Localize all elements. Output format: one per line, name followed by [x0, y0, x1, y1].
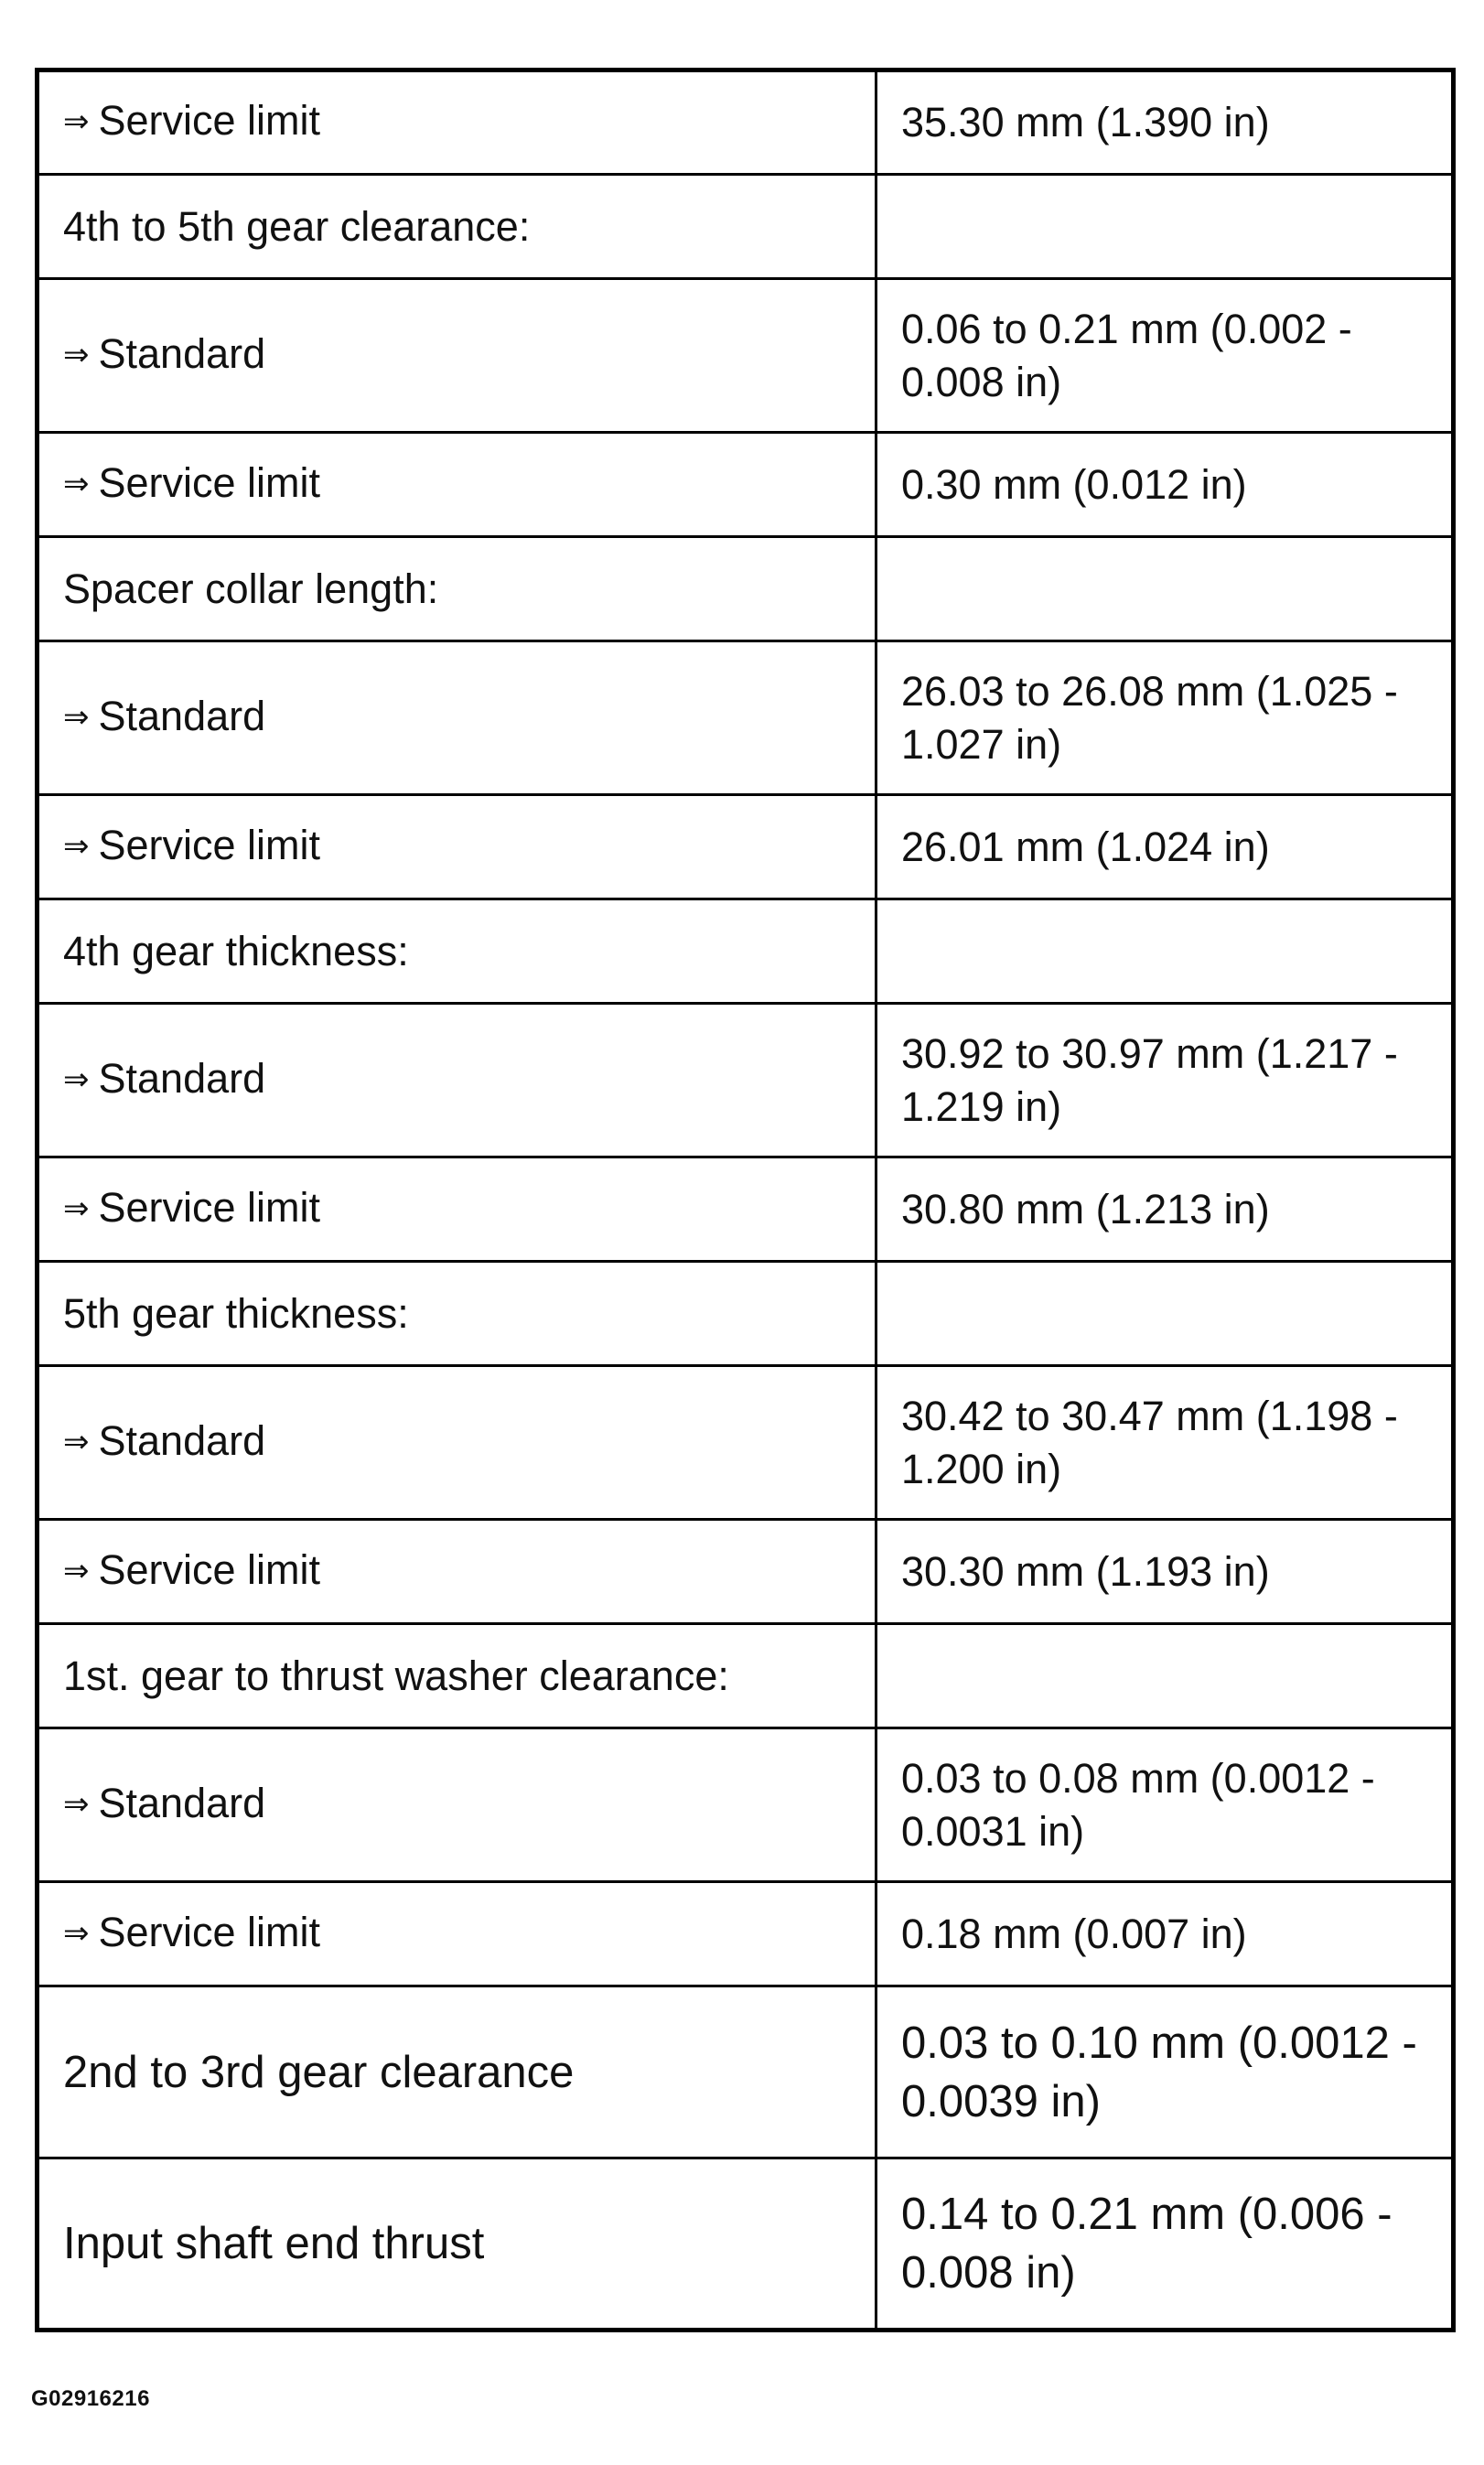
spec-value: 0.18 mm (0.007 in) [901, 1910, 1247, 1957]
table-row [38, 1004, 1454, 1157]
spec-label-cell [38, 279, 876, 433]
spec-label-cell [38, 1624, 876, 1728]
spec-label-cell [38, 537, 876, 641]
table-row [38, 1157, 1454, 1262]
arrow-right-icon: ⇒ [63, 1786, 90, 1822]
spec-label: Input shaft end thrust [63, 2219, 485, 2268]
arrow-right-icon: ⇒ [63, 466, 90, 501]
table-row [38, 1366, 1454, 1520]
spec-label-cell [38, 2158, 876, 2330]
table-row [38, 641, 1454, 795]
table-row [38, 1624, 1454, 1728]
spec-label-cell [38, 1520, 876, 1624]
spec-label-cell [38, 1986, 876, 2158]
table-row [38, 1728, 1454, 1882]
spec-table-body [38, 70, 1454, 2330]
spec-value: 0.06 to 0.21 mm (0.002 - 0.008 in) [901, 305, 1352, 405]
spec-value: 26.03 to 26.08 mm (1.025 - 1.027 in) [901, 667, 1398, 768]
spec-label-cell [38, 641, 876, 795]
spec-label: 4th gear thickness: [63, 927, 409, 974]
spec-value: 35.30 mm (1.390 in) [901, 99, 1270, 145]
arrow-right-icon: ⇒ [63, 1915, 90, 1951]
spec-label: 1st. gear to thrust washer clearance: [63, 1652, 729, 1699]
table-row [38, 1882, 1454, 1986]
table-row [38, 279, 1454, 433]
spec-label: Service limit [98, 1908, 321, 1955]
spec-label-cell [38, 1262, 876, 1366]
spec-value-cell [876, 1728, 1454, 1882]
spec-value: 30.92 to 30.97 mm (1.217 - 1.219 in) [901, 1029, 1398, 1130]
spec-label: Service limit [98, 1183, 321, 1231]
spec-label: 2nd to 3rd gear clearance [63, 2047, 575, 2097]
table-row [38, 537, 1454, 641]
spec-label: Standard [98, 1416, 266, 1464]
spec-label: Standard [98, 692, 266, 739]
spec-value-cell [876, 175, 1454, 279]
spec-value-cell [876, 641, 1454, 795]
spec-label-cell [38, 795, 876, 899]
spec-label: Standard [98, 1779, 266, 1826]
spec-label-cell [38, 899, 876, 1004]
spec-value: 30.30 mm (1.193 in) [901, 1547, 1270, 1595]
spec-label-cell [38, 1004, 876, 1157]
table-row [38, 1520, 1454, 1624]
spec-value-cell [876, 795, 1454, 899]
spec-value-cell [876, 1520, 1454, 1624]
spec-value: 30.80 mm (1.213 in) [901, 1185, 1270, 1232]
arrow-right-icon: ⇒ [63, 699, 90, 735]
spec-label: Service limit [98, 1545, 321, 1593]
table-row [38, 795, 1454, 899]
table-row [38, 433, 1454, 537]
spec-label: Standard [98, 329, 266, 377]
table-row [38, 1986, 1454, 2158]
table-row [38, 899, 1454, 1004]
spec-value-cell [876, 1882, 1454, 1986]
table-row [38, 70, 1454, 175]
spec-label-cell [38, 1157, 876, 1262]
spec-value: 0.14 to 0.21 mm (0.006 - 0.008 in) [901, 2190, 1393, 2298]
spec-label: Spacer collar length: [63, 565, 439, 612]
spec-value: 0.30 mm (0.012 in) [901, 460, 1247, 508]
spec-label: Service limit [98, 97, 321, 144]
spec-value-cell [876, 1262, 1454, 1366]
arrow-right-icon: ⇒ [63, 1061, 90, 1097]
arrow-right-icon: ⇒ [63, 1424, 90, 1459]
spec-value-cell [876, 899, 1454, 1004]
spec-value: 26.01 mm (1.024 in) [901, 823, 1270, 870]
arrow-right-icon: ⇒ [63, 104, 90, 139]
spec-label: Service limit [98, 821, 321, 868]
arrow-right-icon: ⇒ [63, 337, 90, 372]
spec-label-cell [38, 1728, 876, 1882]
table-row [38, 2158, 1454, 2330]
spec-value: 30.42 to 30.47 mm (1.198 - 1.200 in) [901, 1392, 1398, 1492]
spec-value-cell [876, 433, 1454, 537]
spec-label: Standard [98, 1054, 266, 1102]
spec-value-cell [876, 1004, 1454, 1157]
spec-label: 4th to 5th gear clearance: [63, 202, 531, 250]
spec-value-cell [876, 1624, 1454, 1728]
table-row [38, 1262, 1454, 1366]
spec-label-cell [38, 433, 876, 537]
spec-label: 5th gear thickness: [63, 1289, 409, 1337]
spec-label-cell [38, 70, 876, 175]
spec-table [35, 68, 1456, 2332]
spec-label: Service limit [98, 458, 321, 506]
arrow-right-icon: ⇒ [63, 1190, 90, 1226]
spec-value-cell [876, 1366, 1454, 1520]
spec-value-cell [876, 70, 1454, 175]
arrow-right-icon: ⇒ [63, 1553, 90, 1588]
spec-label-cell [38, 1882, 876, 1986]
spec-label-cell [38, 1366, 876, 1520]
arrow-right-icon: ⇒ [63, 828, 90, 864]
table-row [38, 175, 1454, 279]
spec-value-cell [876, 279, 1454, 433]
spec-value-cell [876, 537, 1454, 641]
spec-value: 0.03 to 0.08 mm (0.0012 - 0.0031 in) [901, 1754, 1375, 1855]
spec-value-cell [876, 1157, 1454, 1262]
spec-value-cell [876, 2158, 1454, 2330]
spec-value-cell [876, 1986, 1454, 2158]
spec-label-cell [38, 175, 876, 279]
figure-id: G02916216 [31, 2386, 150, 2411]
spec-value: 0.03 to 0.10 mm (0.0012 - 0.0039 in) [901, 2018, 1417, 2126]
